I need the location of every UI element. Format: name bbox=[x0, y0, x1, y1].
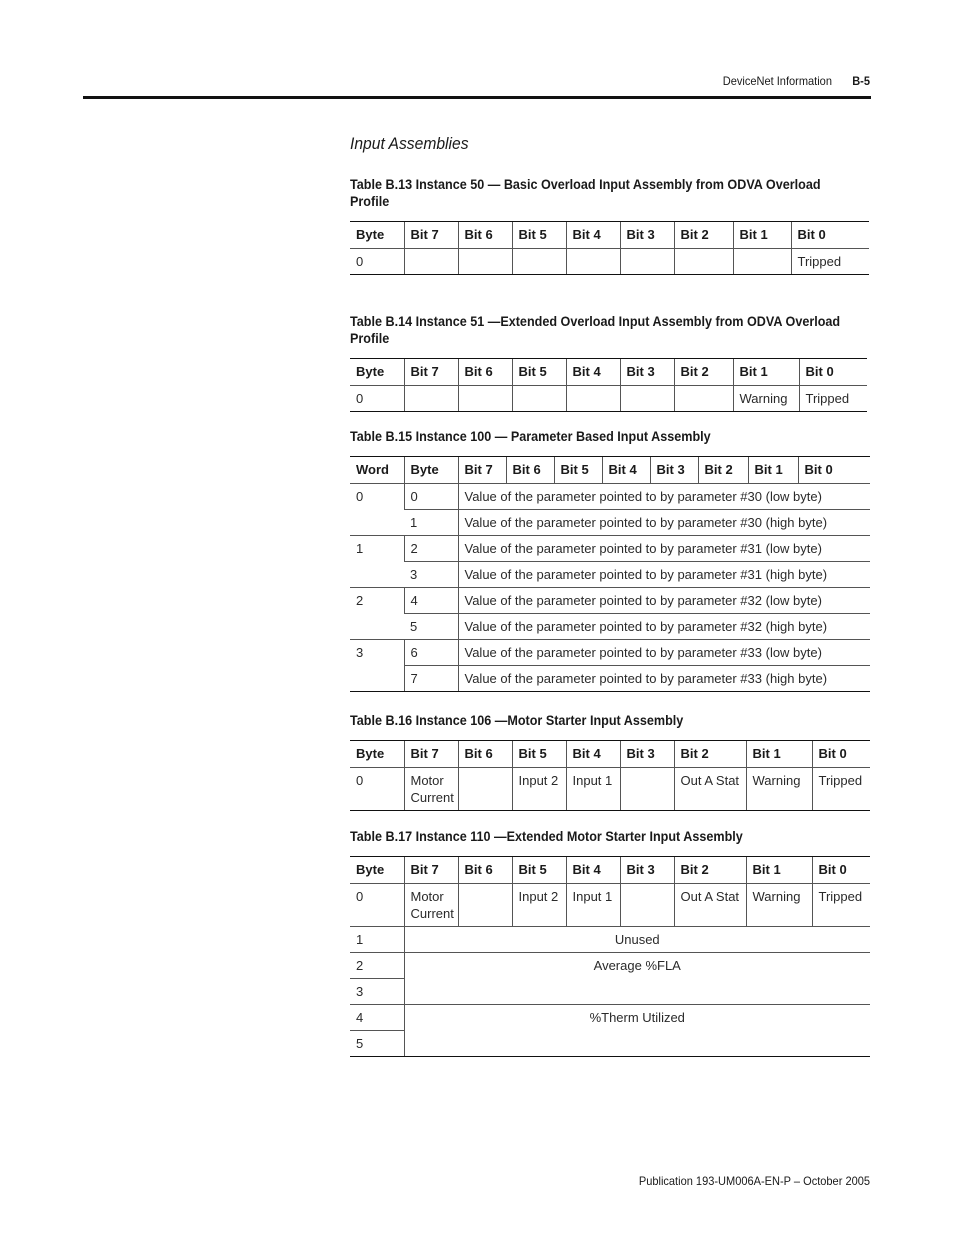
byte-cell: 4 bbox=[404, 588, 458, 614]
caption-line-1: Table B.13 Instance 50 — Basic Overload Input Assembly from ODVA Overload bbox=[350, 176, 821, 192]
header-cell: Bit 5 bbox=[512, 222, 566, 249]
header-cell: Bit 0 bbox=[798, 457, 870, 484]
header-cell: Bit 5 bbox=[554, 457, 602, 484]
header-cell: Bit 5 bbox=[512, 857, 566, 884]
table-cell bbox=[458, 249, 512, 275]
header-cell: Bit 0 bbox=[791, 222, 869, 249]
header-cell: Bit 7 bbox=[404, 222, 458, 249]
table-cell bbox=[458, 768, 512, 811]
table-b15-caption: Table B.15 Instance 100 — Parameter Based Input Assembly bbox=[350, 428, 711, 444]
word-cell: 3 bbox=[350, 640, 404, 692]
header-cell: Bit 1 bbox=[733, 359, 799, 386]
table-b13-caption bbox=[350, 176, 821, 210]
header-cell: Bit 0 bbox=[812, 741, 870, 768]
table-cell bbox=[620, 249, 674, 275]
header-cell: Bit 2 bbox=[674, 857, 746, 884]
table-row bbox=[350, 484, 870, 510]
table-b15 bbox=[350, 456, 870, 692]
table-cell bbox=[566, 249, 620, 275]
table-cell bbox=[733, 249, 791, 275]
table-b13 bbox=[350, 221, 869, 275]
header-cell: Byte bbox=[350, 857, 404, 884]
table-cell bbox=[404, 386, 458, 412]
header-cell: Bit 7 bbox=[404, 741, 458, 768]
value-cell: Value of the parameter pointed to by parameter #31 (high byte) bbox=[458, 562, 870, 588]
table-cell bbox=[566, 386, 620, 412]
table-cell bbox=[674, 386, 733, 412]
table-b17-caption: Table B.17 Instance 110 —Extended Motor Starter Input Assembly bbox=[350, 828, 743, 844]
table-cell: 0 bbox=[350, 884, 404, 927]
table-header-row bbox=[350, 741, 870, 768]
header-cell: Bit 1 bbox=[733, 222, 791, 249]
word-cell: 0 bbox=[350, 484, 404, 536]
publication-footer: Publication 193-UM006A-EN-P – October 2005 bbox=[638, 1174, 870, 1188]
header-cell: Bit 0 bbox=[799, 359, 867, 386]
table-cell: Input 2 bbox=[512, 768, 566, 811]
word-cell: 1 bbox=[350, 536, 404, 588]
header-cell: Bit 5 bbox=[512, 359, 566, 386]
header-cell: Bit 2 bbox=[674, 222, 733, 249]
caption-line-1: Table B.14 Instance 51 —Extended Overload Input Assembly from ODVA Overload bbox=[350, 313, 841, 329]
header-cell: Bit 6 bbox=[458, 359, 512, 386]
table-cell: Input 1 bbox=[566, 884, 620, 927]
table-cell: 0 bbox=[350, 386, 404, 412]
table-b16-caption: Table B.16 Instance 106 —Motor Starter Input Assembly bbox=[350, 712, 684, 728]
byte-cell: 2 bbox=[404, 536, 458, 562]
header-cell: Bit 6 bbox=[458, 222, 512, 249]
header-cell: Bit 2 bbox=[674, 359, 733, 386]
table-cell: 0 bbox=[350, 249, 404, 275]
header-cell: Bit 3 bbox=[620, 741, 674, 768]
table-row bbox=[350, 953, 870, 979]
value-cell: Value of the parameter pointed to by parameter #31 (low byte) bbox=[458, 536, 870, 562]
table-cell bbox=[458, 386, 512, 412]
byte-cell: 1 bbox=[404, 510, 458, 536]
header-rule bbox=[83, 96, 871, 99]
header-cell: Bit 6 bbox=[458, 857, 512, 884]
header-cell: Bit 1 bbox=[746, 857, 812, 884]
table-cell bbox=[674, 249, 733, 275]
byte-cell: 4 bbox=[350, 1005, 404, 1031]
header-section: DeviceNet Information bbox=[722, 74, 832, 88]
table-cell: Out A Stat bbox=[674, 768, 746, 811]
header-cell: Bit 7 bbox=[404, 359, 458, 386]
table-b17 bbox=[350, 856, 870, 1057]
table-row bbox=[350, 536, 870, 562]
byte-cell: 0 bbox=[404, 484, 458, 510]
table-cell bbox=[404, 249, 458, 275]
value-cell: Value of the parameter pointed to by parameter #32 (low byte) bbox=[458, 588, 870, 614]
value-cell: Value of the parameter pointed to by parameter #30 (high byte) bbox=[458, 510, 870, 536]
average-fla-cell: Average %FLA bbox=[404, 953, 870, 1005]
header-cell: Bit 6 bbox=[458, 741, 512, 768]
table-header-row bbox=[350, 857, 870, 884]
table-cell: Out A Stat bbox=[674, 884, 746, 927]
byte-cell: 6 bbox=[404, 640, 458, 666]
table-row bbox=[350, 884, 870, 927]
byte-cell: 1 bbox=[350, 927, 404, 953]
header-cell: Bit 3 bbox=[620, 359, 674, 386]
value-cell: Value of the parameter pointed to by parameter #32 (high byte) bbox=[458, 614, 870, 640]
table-cell: Warning bbox=[746, 768, 812, 811]
header-cell: Bit 2 bbox=[698, 457, 748, 484]
byte-cell: 5 bbox=[404, 614, 458, 640]
table-cell: Warning bbox=[733, 386, 799, 412]
byte-cell: 3 bbox=[350, 979, 404, 1005]
table-cell bbox=[458, 884, 512, 927]
page-header bbox=[714, 74, 870, 88]
value-cell: Value of the parameter pointed to by parameter #30 (low byte) bbox=[458, 484, 870, 510]
byte-cell: 5 bbox=[350, 1031, 404, 1057]
table-cell: Motor Current bbox=[404, 884, 458, 927]
table-b16 bbox=[350, 740, 870, 811]
header-cell: Bit 6 bbox=[506, 457, 554, 484]
table-header-row bbox=[350, 222, 869, 249]
table-row bbox=[350, 510, 870, 536]
therm-utilized-cell: %Therm Utilized bbox=[404, 1005, 870, 1057]
header-cell: Bit 2 bbox=[674, 741, 746, 768]
table-row bbox=[350, 1005, 870, 1031]
header-cell: Byte bbox=[350, 741, 404, 768]
header-cell: Bit 7 bbox=[458, 457, 506, 484]
byte-cell: 3 bbox=[404, 562, 458, 588]
table-cell bbox=[620, 884, 674, 927]
header-cell: Bit 4 bbox=[566, 359, 620, 386]
header-cell: Bit 5 bbox=[512, 741, 566, 768]
table-row bbox=[350, 386, 867, 412]
table-cell: Tripped bbox=[812, 884, 870, 927]
word-cell: 2 bbox=[350, 588, 404, 640]
table-cell bbox=[620, 768, 674, 811]
header-cell: Bit 7 bbox=[404, 857, 458, 884]
table-row bbox=[350, 640, 870, 666]
header-cell: Byte bbox=[350, 359, 404, 386]
header-cell: Bit 4 bbox=[566, 741, 620, 768]
header-cell: Byte bbox=[404, 457, 458, 484]
table-cell bbox=[512, 249, 566, 275]
table-cell bbox=[512, 386, 566, 412]
byte-cell: 7 bbox=[404, 666, 458, 692]
table-cell: Tripped bbox=[799, 386, 867, 412]
header-cell: Bit 3 bbox=[620, 222, 674, 249]
unused-cell: Unused bbox=[404, 927, 870, 953]
table-cell: Input 1 bbox=[566, 768, 620, 811]
table-row bbox=[350, 768, 870, 811]
table-cell bbox=[620, 386, 674, 412]
header-cell: Bit 4 bbox=[566, 222, 620, 249]
table-row bbox=[350, 666, 870, 692]
caption-line-2: Profile bbox=[350, 193, 390, 209]
section-title: Input Assemblies bbox=[350, 134, 469, 153]
value-cell: Value of the parameter pointed to by parameter #33 (low byte) bbox=[458, 640, 870, 666]
table-row bbox=[350, 562, 870, 588]
header-cell: Bit 1 bbox=[746, 741, 812, 768]
table-row bbox=[350, 588, 870, 614]
header-cell: Bit 3 bbox=[620, 857, 674, 884]
table-cell: Warning bbox=[746, 884, 812, 927]
header-cell: Bit 4 bbox=[566, 857, 620, 884]
header-cell: Bit 3 bbox=[650, 457, 698, 484]
page-number: B-5 bbox=[852, 74, 870, 88]
header-cell: Bit 1 bbox=[748, 457, 798, 484]
table-b14-caption bbox=[350, 313, 841, 347]
table-header-row bbox=[350, 359, 867, 386]
table-cell: Input 2 bbox=[512, 884, 566, 927]
header-cell: Word bbox=[350, 457, 404, 484]
value-cell: Value of the parameter pointed to by parameter #33 (high byte) bbox=[458, 666, 870, 692]
header-cell: Bit 0 bbox=[812, 857, 870, 884]
caption-line-2: Profile bbox=[350, 330, 390, 346]
table-row bbox=[350, 249, 869, 275]
header-cell: Bit 4 bbox=[602, 457, 650, 484]
table-row bbox=[350, 614, 870, 640]
table-row bbox=[350, 927, 870, 953]
table-cell: Tripped bbox=[791, 249, 869, 275]
table-cell: 0 bbox=[350, 768, 404, 811]
table-b14 bbox=[350, 358, 867, 412]
header-cell: Byte bbox=[350, 222, 404, 249]
table-cell: Tripped bbox=[812, 768, 870, 811]
table-cell: Motor Current bbox=[404, 768, 458, 811]
byte-cell: 2 bbox=[350, 953, 404, 979]
table-header-row bbox=[350, 457, 870, 484]
